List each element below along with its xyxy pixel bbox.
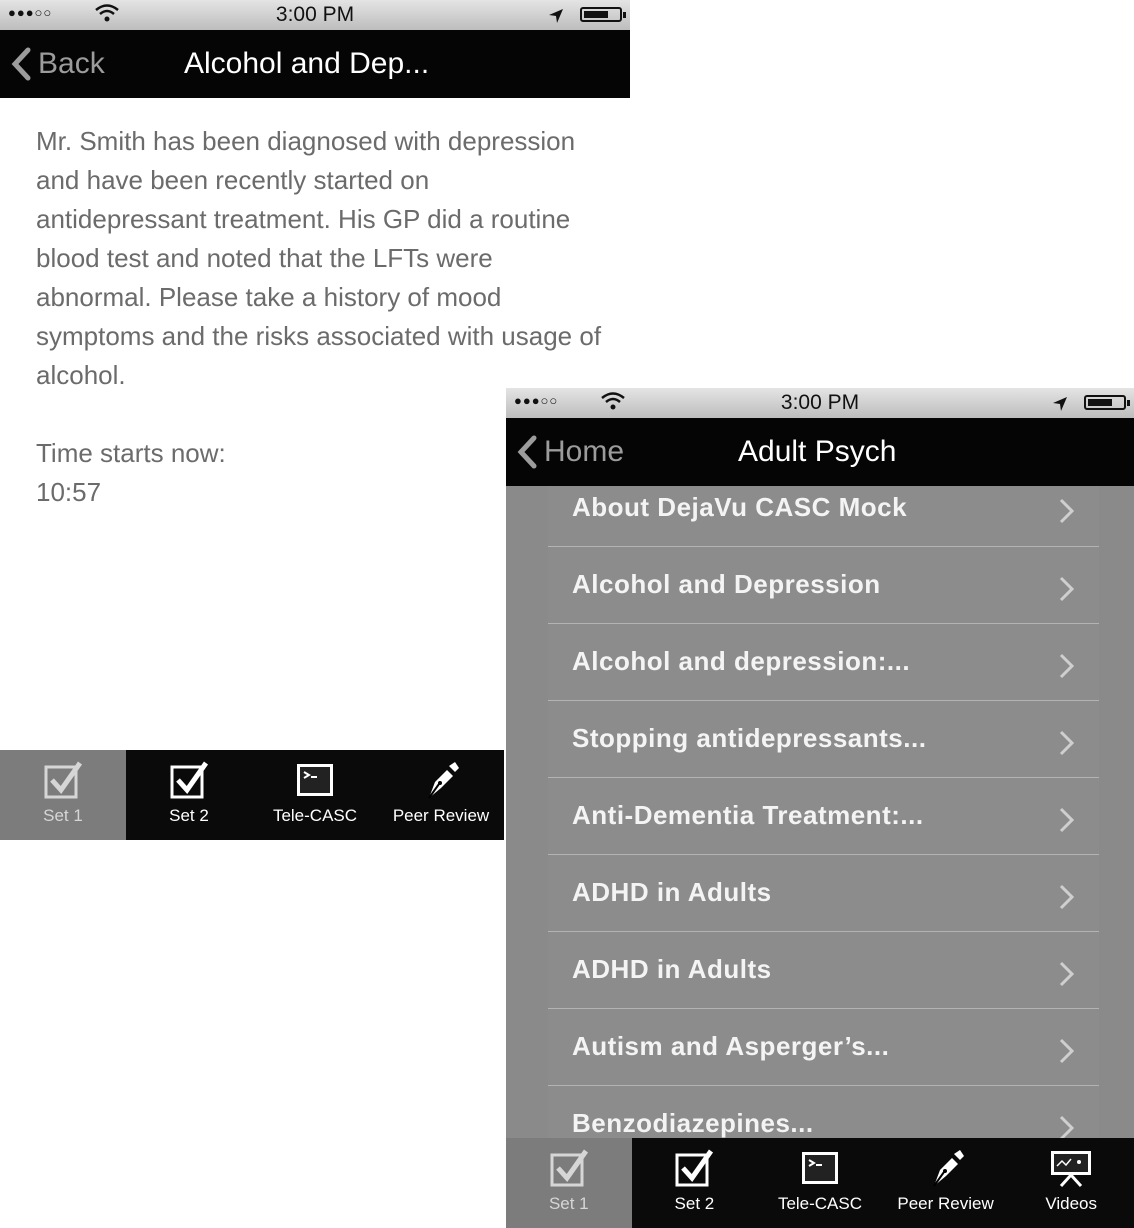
tab-set-1[interactable]	[0, 750, 126, 840]
list-item-label: Stopping antidepressants...	[572, 723, 927, 753]
tab-label: Videos	[1045, 1194, 1098, 1213]
nav-bar	[0, 30, 630, 98]
list-item-label: Anti-Dementia Treatment:...	[572, 800, 924, 830]
scenario-text: Mr. Smith has been diagnosed with depression and have been recently started on antidepressant treatment. His GP did a routine blood test and noted that the LFTs were abnormal. Please take a history of mood symptoms and the risks associated with usage of alcohol.	[36, 126, 602, 390]
tab-bar	[506, 1138, 1134, 1228]
list-item[interactable]	[548, 486, 1099, 547]
chevron-right-icon	[1057, 496, 1077, 526]
battery-icon	[580, 7, 622, 22]
tab-set-1[interactable]	[506, 1138, 632, 1228]
checkbox-icon	[0, 760, 126, 800]
status-time: 3:00 PM	[780, 391, 860, 414]
chevron-right-icon	[1057, 651, 1077, 681]
list-item-label: Autism and Asperger’s...	[572, 1031, 890, 1061]
list-item-label: ADHD in Adults	[572, 877, 772, 907]
checkbox-icon	[632, 1148, 758, 1188]
location-arrow-icon	[1052, 394, 1068, 418]
chevron-right-icon	[1057, 959, 1077, 989]
tab-set-2[interactable]	[126, 750, 252, 840]
status-time: 3:00 PM	[275, 3, 355, 26]
tab-label: Tele-CASC	[272, 806, 358, 825]
checkbox-icon	[506, 1148, 632, 1188]
timer-label: Time starts now:	[36, 438, 226, 468]
list-item[interactable]	[548, 624, 1099, 701]
list-item-label: ADHD in Adults	[572, 954, 772, 984]
chevron-right-icon	[1057, 805, 1077, 835]
list-item[interactable]	[548, 932, 1099, 1009]
timer-value: 10:57	[36, 477, 102, 507]
list-item[interactable]	[548, 547, 1099, 624]
tab-label: Peer Review	[392, 806, 490, 825]
tab-tele-casc[interactable]	[252, 750, 378, 840]
tab-label: Set 1	[43, 806, 83, 825]
list-item-label: Alcohol and depression:...	[572, 646, 911, 676]
page-title: Alcohol and Dep...	[184, 47, 430, 80]
tab-videos[interactable]	[1008, 1138, 1134, 1228]
signal-icon: ●●●○○	[514, 393, 559, 408]
right-phone-screen	[506, 388, 1134, 1228]
tab-label: Set 1	[548, 1194, 589, 1213]
topic-list	[548, 486, 1099, 1138]
chevron-right-icon	[1057, 882, 1077, 912]
location-arrow-icon	[548, 6, 564, 30]
chevron-right-icon	[1057, 1036, 1077, 1066]
home-button[interactable]	[516, 418, 624, 486]
chevron-left-icon	[516, 435, 538, 469]
status-bar	[0, 0, 630, 30]
checkbox-icon	[126, 760, 252, 800]
tab-label: Set 2	[169, 806, 209, 825]
list-item-label: About DejaVu CASC Mock	[572, 492, 908, 522]
back-label: Back	[38, 47, 105, 80]
list-item[interactable]	[548, 701, 1099, 778]
tab-bar	[0, 750, 504, 840]
list-item[interactable]	[548, 778, 1099, 855]
tab-peer-review[interactable]	[378, 750, 504, 840]
tab-set-2[interactable]	[632, 1138, 758, 1228]
tab-peer-review[interactable]	[883, 1138, 1009, 1228]
list-item[interactable]	[548, 855, 1099, 932]
status-bar	[506, 388, 1134, 418]
nav-bar	[506, 418, 1134, 486]
tab-label: Tele-CASC	[777, 1194, 863, 1213]
signal-icon: ●●●○○	[8, 5, 53, 20]
list-item-label: Alcohol and Depression	[572, 569, 881, 599]
tab-label: Peer Review	[897, 1194, 994, 1213]
terminal-icon	[252, 760, 378, 800]
back-button[interactable]	[10, 30, 105, 98]
list-item-label: Benzodiazepines...	[572, 1108, 814, 1138]
chevron-right-icon	[1057, 1113, 1077, 1138]
presentation-icon	[1008, 1148, 1134, 1188]
tab-tele-casc[interactable]	[757, 1138, 883, 1228]
home-label: Home	[544, 435, 625, 468]
chevron-right-icon	[1057, 728, 1077, 758]
pen-icon	[378, 760, 504, 800]
battery-icon	[1084, 395, 1126, 410]
list-item[interactable]	[548, 1009, 1099, 1086]
pen-icon	[883, 1148, 1009, 1188]
list-item[interactable]	[548, 1086, 1099, 1138]
chevron-right-icon	[1057, 574, 1077, 604]
chevron-left-icon	[10, 47, 32, 81]
page-title: Adult Psych	[738, 435, 897, 468]
tab-label: Set 2	[674, 1194, 715, 1213]
terminal-icon	[757, 1148, 883, 1188]
